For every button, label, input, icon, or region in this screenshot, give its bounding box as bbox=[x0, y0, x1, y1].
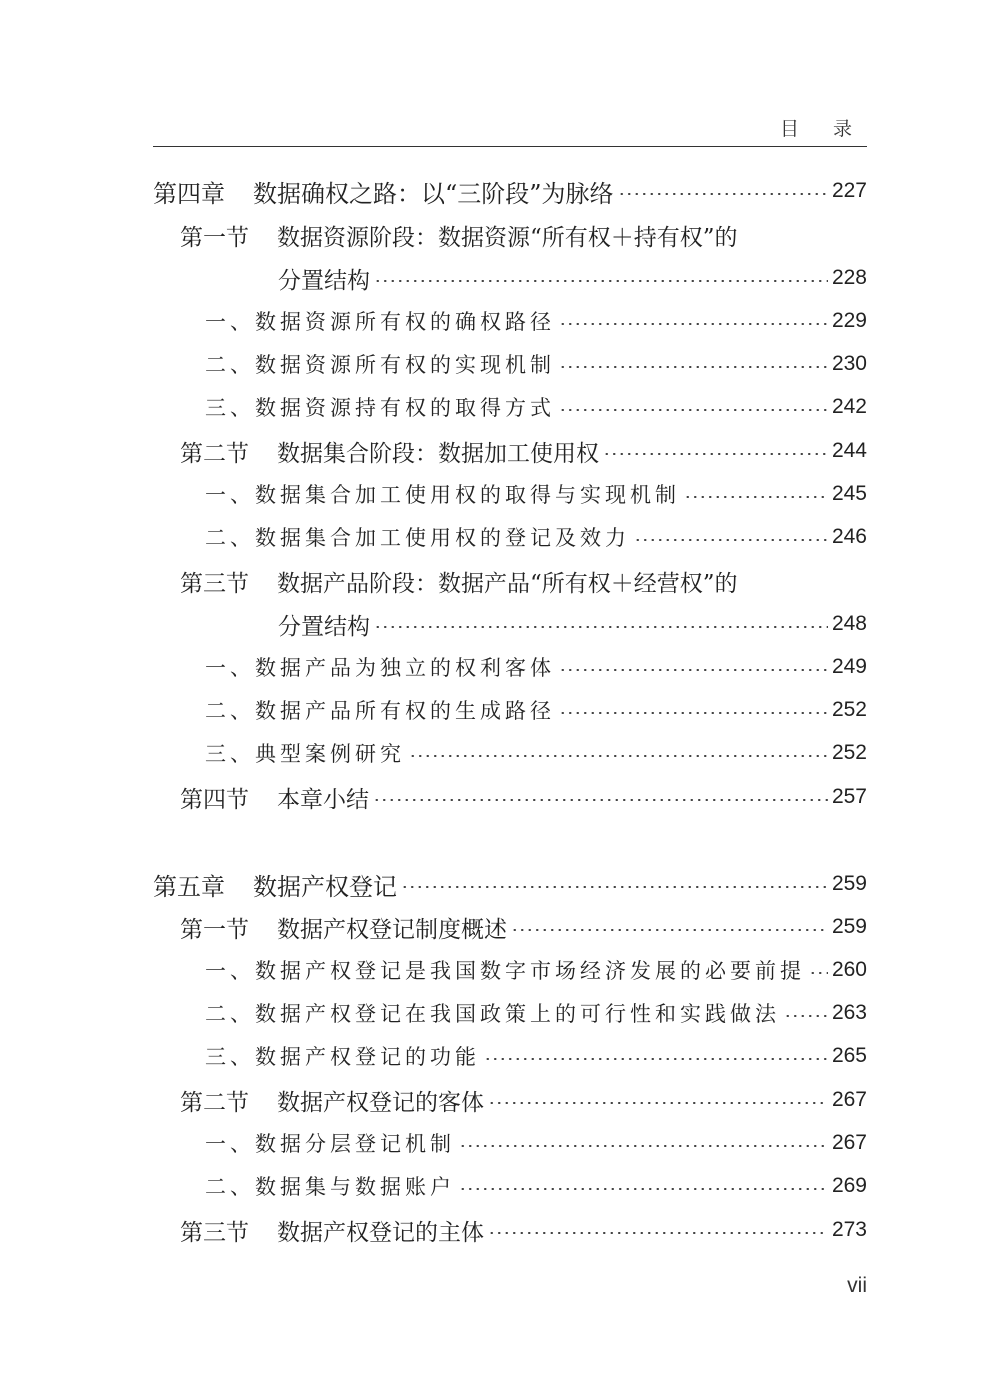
section-title: 数据产权登记制度概述 bbox=[277, 916, 507, 943]
toc-entry-4-1-2[interactable] bbox=[0, 347, 1000, 381]
page-ref: 227 bbox=[831, 179, 867, 202]
section-title-cont: 分置结构 bbox=[278, 267, 370, 294]
toc-entry-4-2[interactable] bbox=[0, 434, 1000, 468]
toc-entry-4-2-2[interactable] bbox=[0, 520, 1000, 554]
toc-entry-4-4[interactable] bbox=[0, 780, 1000, 814]
dot-leader bbox=[484, 1058, 828, 1060]
dot-leader bbox=[684, 496, 828, 498]
page-ref: 252 bbox=[831, 698, 867, 721]
subsection-title: 一、数据分层登记机制 bbox=[205, 1132, 455, 1156]
toc-entry-5-1-3[interactable] bbox=[0, 1039, 1000, 1073]
subsection-title: 二、数据产品所有权的生成路径 bbox=[205, 699, 555, 723]
toc-entry-4-3-cont[interactable] bbox=[0, 607, 1000, 641]
page-ref: 269 bbox=[831, 1174, 867, 1197]
page-ref: 273 bbox=[831, 1218, 867, 1241]
dot-leader bbox=[559, 712, 828, 714]
chapter-title: 数据确权之路：以“三阶段”为脉络 bbox=[253, 179, 614, 208]
subsection-title: 三、典型案例研究 bbox=[205, 742, 405, 766]
toc-entry-4-1-1[interactable] bbox=[0, 304, 1000, 338]
section-label: 第二节 bbox=[180, 440, 249, 467]
toc-entry-4-1[interactable] bbox=[0, 218, 1000, 252]
dot-leader bbox=[784, 1015, 828, 1017]
dot-leader bbox=[374, 626, 828, 628]
chapter-label: 第四章 bbox=[153, 179, 225, 208]
dot-leader bbox=[488, 1102, 828, 1104]
section-title: 数据资源阶段：数据资源“所有权＋持有权”的 bbox=[277, 224, 738, 251]
dot-leader bbox=[559, 366, 828, 368]
toc-entry-chapter-4[interactable] bbox=[0, 174, 1000, 208]
subsection-title: 二、数据产权登记在我国政策上的可行性和实践做法 bbox=[205, 1002, 780, 1026]
page-ref: 265 bbox=[831, 1044, 867, 1067]
chapter-title: 数据产权登记 bbox=[253, 872, 397, 901]
page-ref: 263 bbox=[831, 1001, 867, 1024]
dot-leader bbox=[409, 755, 828, 757]
section-label: 第三节 bbox=[180, 1219, 249, 1246]
toc-entry-5-1-1[interactable] bbox=[0, 953, 1000, 987]
subsection-title: 一、数据集合加工使用权的取得与实现机制 bbox=[205, 483, 680, 507]
toc-entry-4-3[interactable] bbox=[0, 564, 1000, 598]
dot-leader bbox=[559, 409, 828, 411]
toc-entry-4-3-2[interactable] bbox=[0, 693, 1000, 727]
page-ref: 267 bbox=[831, 1088, 867, 1111]
subsection-title: 一、数据产品为独立的权利客体 bbox=[205, 656, 555, 680]
dot-leader bbox=[401, 886, 828, 888]
subsection-title: 三、数据产权登记的功能 bbox=[205, 1045, 480, 1069]
section-title: 本章小结 bbox=[277, 786, 369, 813]
page-ref: 245 bbox=[831, 482, 867, 505]
dot-leader bbox=[459, 1145, 828, 1147]
toc-entry-5-2[interactable] bbox=[0, 1083, 1000, 1117]
toc-entry-5-3[interactable] bbox=[0, 1213, 1000, 1247]
page-ref: 230 bbox=[831, 352, 867, 375]
page-ref: 259 bbox=[831, 915, 867, 938]
toc-entry-4-1-3[interactable] bbox=[0, 390, 1000, 424]
subsection-title: 一、数据资源所有权的确权路径 bbox=[205, 310, 555, 334]
page-ref: 267 bbox=[831, 1131, 867, 1154]
subsection-title: 一、数据产权登记是我国数字市场经济发展的必要前提 bbox=[205, 959, 805, 983]
page-ref: 257 bbox=[831, 785, 867, 808]
dot-leader bbox=[603, 453, 828, 455]
toc-entry-5-2-2[interactable] bbox=[0, 1169, 1000, 1203]
section-title: 数据集合阶段：数据加工使用权 bbox=[277, 440, 599, 467]
toc-entry-5-1-2[interactable] bbox=[0, 996, 1000, 1030]
toc-entry-chapter-5[interactable] bbox=[0, 867, 1000, 901]
subsection-title: 三、数据资源持有权的取得方式 bbox=[205, 396, 555, 420]
dot-leader bbox=[559, 323, 828, 325]
subsection-title: 二、数据集与数据账户 bbox=[205, 1175, 455, 1199]
dot-leader bbox=[511, 929, 828, 931]
chapter-label: 第五章 bbox=[153, 872, 225, 901]
header-title: 目 录 bbox=[779, 118, 866, 140]
section-label: 第二节 bbox=[180, 1089, 249, 1116]
section-label: 第一节 bbox=[180, 916, 249, 943]
dot-leader bbox=[459, 1188, 828, 1190]
page-ref: 259 bbox=[831, 872, 867, 895]
page-ref: 228 bbox=[831, 266, 867, 289]
page-ref: 252 bbox=[831, 741, 867, 764]
dot-leader bbox=[373, 799, 828, 801]
page-ref: 260 bbox=[831, 958, 867, 981]
dot-leader bbox=[488, 1232, 828, 1234]
toc-entry-4-1-cont[interactable] bbox=[0, 261, 1000, 295]
toc-entry-5-1[interactable] bbox=[0, 910, 1000, 944]
page-number: vii bbox=[847, 1274, 867, 1297]
section-title: 数据产权登记的主体 bbox=[277, 1219, 484, 1246]
dot-leader bbox=[809, 972, 828, 974]
section-label: 第一节 bbox=[180, 224, 249, 251]
toc-entry-5-2-1[interactable] bbox=[0, 1126, 1000, 1160]
page-ref: 244 bbox=[831, 439, 867, 462]
subsection-title: 二、数据集合加工使用权的登记及效力 bbox=[205, 526, 630, 550]
section-title-cont: 分置结构 bbox=[278, 613, 370, 640]
dot-leader bbox=[559, 669, 828, 671]
dot-leader bbox=[374, 280, 828, 282]
page-ref: 248 bbox=[831, 612, 867, 635]
toc-entry-4-3-1[interactable] bbox=[0, 650, 1000, 684]
page-ref: 229 bbox=[831, 309, 867, 332]
section-title: 数据产品阶段：数据产品“所有权＋经营权”的 bbox=[277, 570, 738, 597]
section-title: 数据产权登记的客体 bbox=[277, 1089, 484, 1116]
dot-leader bbox=[618, 193, 828, 195]
section-label: 第三节 bbox=[180, 570, 249, 597]
section-label: 第四节 bbox=[180, 786, 249, 813]
page-ref: 246 bbox=[831, 525, 867, 548]
toc-entry-4-2-1[interactable] bbox=[0, 477, 1000, 511]
subsection-title: 二、数据资源所有权的实现机制 bbox=[205, 353, 555, 377]
page-ref: 249 bbox=[831, 655, 867, 678]
dot-leader bbox=[634, 539, 828, 541]
page-ref: 242 bbox=[831, 395, 867, 418]
toc-entry-4-3-3[interactable] bbox=[0, 736, 1000, 770]
